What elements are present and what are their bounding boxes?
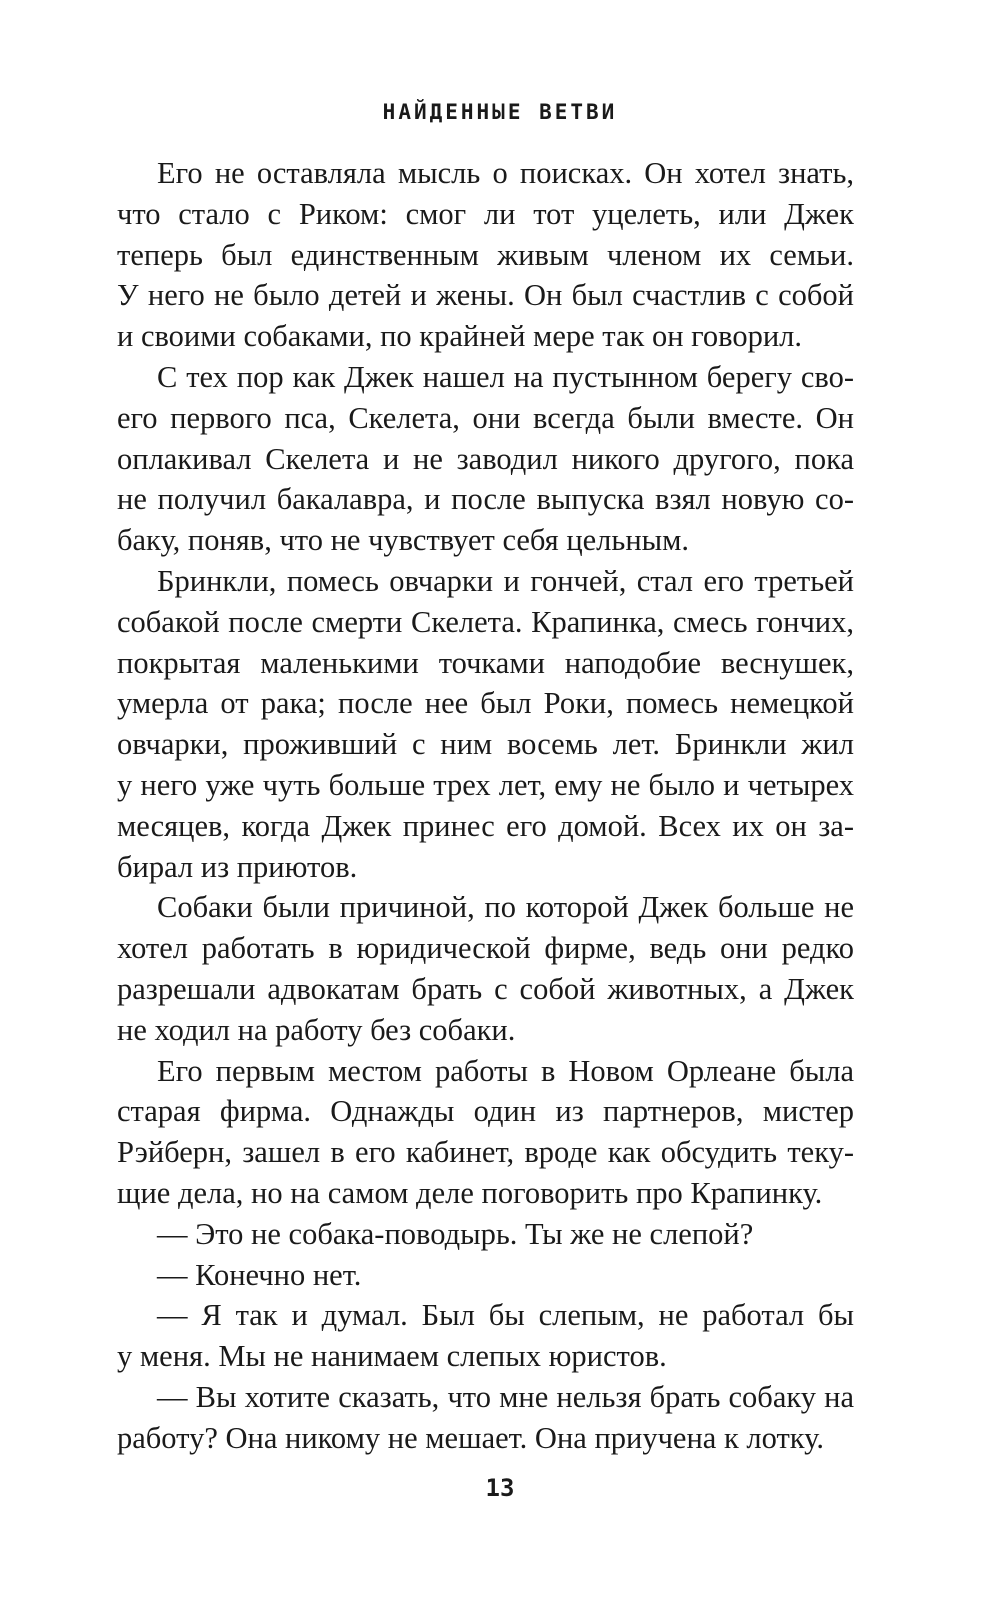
- text-line: Собаки были причиной, по которой Джек больше не: [157, 890, 854, 925]
- text-line: у него уже чуть больше трех лет, ему не было и четырех: [117, 767, 854, 802]
- paragraph: [117, 357, 854, 561]
- text-line: старая фирма. Однажды один из партнеров, мистер: [117, 1094, 854, 1129]
- dialogue-line: [117, 1295, 854, 1377]
- text-line: у меня. Мы не нанимаем слепых юристов.: [117, 1339, 667, 1374]
- text-line: его первого пса, Скелета, они всегда были вместе. Он: [117, 400, 854, 435]
- text-line: Рэйберн, зашел в его кабинет, вроде как обсудить теку-: [117, 1135, 854, 1170]
- text-line: — Это не собака-поводырь. Ты же не слепой?: [157, 1216, 754, 1251]
- text-line: — Вы хотите сказать, что мне нельзя брать собаку на: [157, 1379, 854, 1414]
- text-line: что стало с Риком: смог ли тот уцелеть, или Джек: [117, 196, 854, 231]
- page-number: 13: [485, 1474, 515, 1502]
- text-line: бирал из приютов.: [117, 849, 358, 884]
- text-line: Бринкли, помесь овчарки и гончей, стал его третьей: [157, 563, 854, 598]
- text-line: разрешали адвокатам брать с собой животных, а Джек: [117, 971, 854, 1006]
- text-line: умерла от рака; после нее был Роки, помесь немецкой: [117, 686, 854, 721]
- text-line: щие дела, но на самом деле поговорить про Крапинку.: [117, 1175, 823, 1210]
- text-line: — Конечно нет.: [157, 1257, 362, 1292]
- text-line: баку, поняв, что не чувствует себя цельным.: [117, 523, 690, 558]
- text-line: — Я так и думал. Был бы слепым, не работал бы: [157, 1298, 854, 1333]
- text-line: овчарки, проживший с ним восемь лет. Бринкли жил: [117, 727, 854, 762]
- text-line: хотел работать в юридической фирме, ведь они редко: [117, 931, 854, 966]
- dialogue-line: [117, 1255, 854, 1296]
- text-line: У него не было детей и жены. Он был счастлив с собой: [117, 278, 854, 313]
- text-line: не получил бакалавра, и после выпуска взял новую со-: [117, 482, 854, 517]
- text-line: оплакивал Скелета и не заводил никого другого, пока: [117, 441, 854, 476]
- dialogue-line: [117, 1214, 854, 1255]
- paragraph: [117, 887, 854, 1050]
- dialogue-line: [117, 1377, 854, 1459]
- text-line: собакой после смерти Скелета. Крапинка, смесь гончих,: [117, 604, 854, 639]
- text-line: месяцев, когда Джек принес его домой. Всех их он за-: [117, 808, 854, 843]
- text-line: и своими собаками, по крайней мере так он говорил.: [117, 319, 803, 354]
- text-line: не ходил на работу без собаки.: [117, 1012, 516, 1047]
- paragraph: [117, 153, 854, 357]
- text-line: работу? Она никому не мешает. Она приучена к лотку.: [117, 1420, 824, 1455]
- text-line: Его не оставляла мысль о поисках. Он хотел знать,: [157, 156, 854, 190]
- text-line: покрытая маленькими точками наподобие веснушек,: [117, 645, 854, 680]
- text-line: теперь был единственным живым членом их семьи.: [117, 237, 854, 272]
- paragraph: [117, 1051, 854, 1214]
- running-head: НАЙДЕННЫЕ ВЕТВИ: [382, 100, 618, 124]
- paragraph: [117, 561, 854, 887]
- text-line: С тех пор как Джек нашел на пустынном берегу сво-: [157, 359, 854, 394]
- body-text: [117, 153, 854, 1459]
- text-line: Его первым местом работы в Новом Орлеане была: [157, 1053, 854, 1088]
